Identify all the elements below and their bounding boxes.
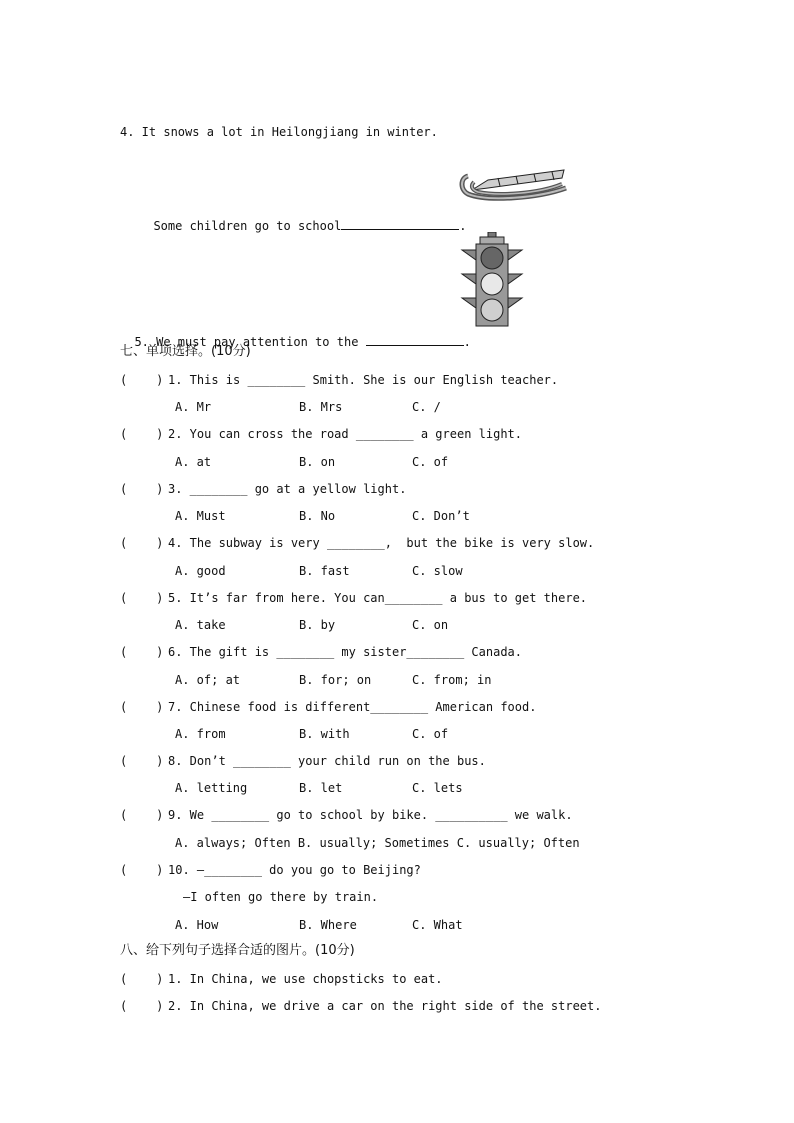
s7-q10-option-a[interactable]: A. How <box>175 918 219 932</box>
s7-q5-option-c[interactable]: C. on <box>412 618 449 632</box>
s7-q4-text: 4. The subway is very ________, but the bike is very slow. <box>168 536 595 550</box>
s7-q4-option-a[interactable]: A. good <box>175 564 226 578</box>
s7-q6-option-b[interactable]: B. for; on <box>299 673 372 687</box>
sled-picture <box>458 162 570 210</box>
s7-q8-option-b[interactable]: B. let <box>299 781 343 795</box>
s7-q7-bracket[interactable]: ( ) <box>120 700 164 714</box>
q4-answer-blank[interactable] <box>341 217 459 230</box>
s7-q5-option-b[interactable]: B. by <box>299 618 336 632</box>
s8-q2-text: 2. In China, we drive a car on the right side of the street. <box>168 999 602 1013</box>
section8-title: 八、给下列句子选择合适的图片。(10分) <box>120 943 355 958</box>
s7-q6-option-a[interactable]: A. of; at <box>175 673 241 687</box>
q4-line2-end: . <box>459 219 467 233</box>
s7-q1-text: 1. This is ________ Smith. She is our English teacher. <box>168 373 559 387</box>
s7-q8-option-a[interactable]: A. letting <box>175 781 248 795</box>
s7-q4-option-b[interactable]: B. fast <box>299 564 350 578</box>
s7-q3-option-a[interactable]: A. Must <box>175 509 226 523</box>
s7-q8-option-c[interactable]: C. lets <box>412 781 463 795</box>
q5-text: 5. We must pay attention to the <box>134 335 359 349</box>
s7-q7-text: 7. Chinese food is different________ American food. <box>168 700 537 714</box>
s7-q7-option-b[interactable]: B. with <box>299 727 350 741</box>
traffic-light-picture <box>460 232 524 328</box>
s7-q6-text: 6. The gift is ________ my sister________ Canada. <box>168 645 523 659</box>
s7-q1-option-a[interactable]: A. Mr <box>175 400 212 414</box>
s7-q5-text: 5. It’s far from here. You can________ a bus to get there. <box>168 591 588 605</box>
q5-answer-blank[interactable] <box>366 333 464 346</box>
s7-q8-text: 8. Don’t ________ your child run on the bus. <box>168 754 486 768</box>
s7-q10-bracket[interactable]: ( ) <box>120 863 164 877</box>
s7-q9-text: 9. We ________ go to school by bike. __________ we walk. <box>168 808 573 822</box>
s7-q5-option-a[interactable]: A. take <box>175 618 226 632</box>
s8-q1-text: 1. In China, we use chopsticks to eat. <box>168 972 443 986</box>
s7-q2-option-b[interactable]: B. on <box>299 455 336 469</box>
s7-q10-text: 10. —________ do you go to Beijing? <box>168 863 421 877</box>
s7-q3-text: 3. ________ go at a yellow light. <box>168 482 407 496</box>
s7-q1-bracket[interactable]: ( ) <box>120 373 164 387</box>
s7-q6-bracket[interactable]: ( ) <box>120 645 164 659</box>
s7-q5-bracket[interactable]: ( ) <box>120 591 164 605</box>
s7-q2-option-c[interactable]: C. of <box>412 455 449 469</box>
s7-q2-option-a[interactable]: A. at <box>175 455 212 469</box>
s7-q2-text: 2. You can cross the road ________ a green light. <box>168 427 523 441</box>
section7-title: 七、单项选择。(10分) <box>120 344 251 359</box>
s7-q8-bracket[interactable]: ( ) <box>120 754 164 768</box>
s7-q3-bracket[interactable]: ( ) <box>120 482 164 496</box>
q4-text: 4. It snows a lot in Heilongjiang in winter. <box>120 125 438 139</box>
s8-q1-bracket[interactable]: ( ) <box>120 972 164 986</box>
q4-line2-text: Some children go to school <box>153 219 342 233</box>
s7-q9-options[interactable]: A. always; Often B. usually; Sometimes C. usually; Often <box>175 836 580 850</box>
s7-q3-option-c[interactable]: C. Don’t <box>412 509 470 523</box>
q4-answer-line <box>139 201 467 234</box>
s7-q4-option-c[interactable]: C. slow <box>412 564 463 578</box>
s7-q1-option-c[interactable]: C. / <box>412 400 441 414</box>
s7-q10-reply: —I often go there by train. <box>183 890 379 904</box>
s7-q7-option-a[interactable]: A. from <box>175 727 226 741</box>
s7-q10-option-b[interactable]: B. Where <box>299 918 357 932</box>
q5-end: . <box>463 335 471 349</box>
s7-q6-option-c[interactable]: C. from; in <box>412 673 492 687</box>
s7-q9-bracket[interactable]: ( ) <box>120 808 164 822</box>
s7-q7-option-c[interactable]: C. of <box>412 727 449 741</box>
s7-q3-option-b[interactable]: B. No <box>299 509 336 523</box>
s7-q10-option-c[interactable]: C. What <box>412 918 463 932</box>
s7-q2-bracket[interactable]: ( ) <box>120 427 164 441</box>
s8-q2-bracket[interactable]: ( ) <box>120 999 164 1013</box>
s7-q1-option-b[interactable]: B. Mrs <box>299 400 343 414</box>
s7-q4-bracket[interactable]: ( ) <box>120 536 164 550</box>
